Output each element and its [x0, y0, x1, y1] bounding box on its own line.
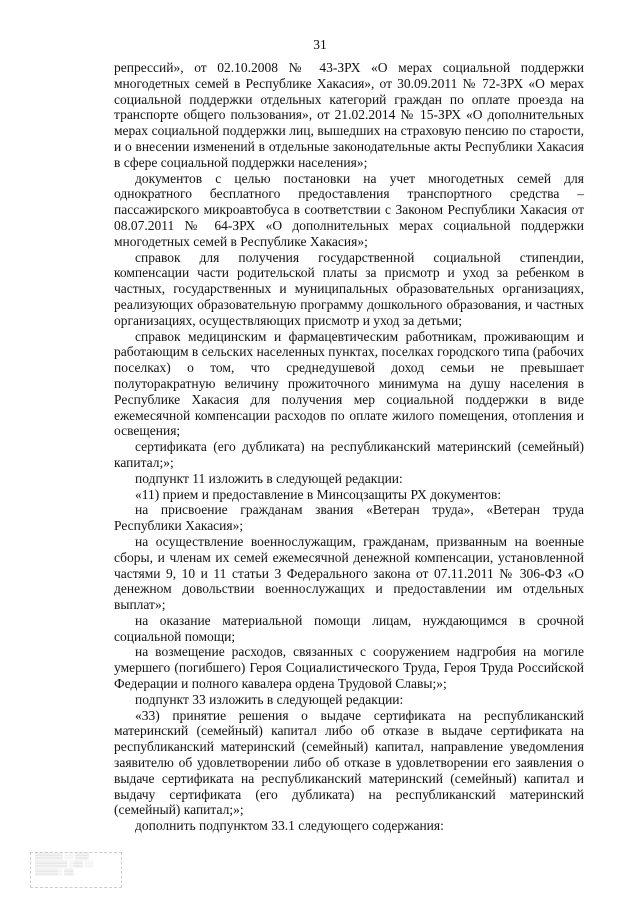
body-text [114, 60, 584, 834]
paragraph-medical-workers-certificates: справок медицинским и фармацевтическим работникам, проживающим и работающим в сельских населенных пунктах, поселках городского типа (рабочих поселках) о том, что среднедушевой доход семьи не превышает полуторакратную величину прожиточного минимума на душу населения в Республике Хакасия для получения мер социальной поддержки в виде ежемесячной компенсации расходов по оплате жилого помещения, отопления и освещения; [114, 328, 584, 439]
paragraph-military-compensation: на осуществление военнослужащим, гражданам, призванным на военные сборы, и членам их семей ежемесячной денежной компенсации, установленной частями 9, 10 и 11 статьи 3 Федерального закона от 07.11.2011 № 306-ФЗ «О денежном довольствии военнослужащих и предоставлении им отдельных выплат»; [114, 533, 584, 613]
faded-stamp [30, 852, 122, 888]
paragraph-tombstone-reimbursement: на возмещение расходов, связанных с сооружением надгробия на могиле умершего (погибшего) Героя Социалистического Труда, Героя Труда Российской Федерации и полного кавалера ордена Трудовой Славы;»; [114, 644, 584, 692]
page-number: 31 [313, 37, 327, 52]
paragraph-subpoint-11-intro: подпункт 11 изложить в следующей редакции: [135, 470, 403, 486]
paragraph-subpoint-33-1-intro: дополнить подпунктом 33.1 следующего содержания: [135, 818, 444, 834]
paragraph-law-references: репрессий», от 02.10.2008 № 43-ЗРХ «О мерах социальной поддержки многодетных семей в Республике Хакасия», от 30.09.2011 № 72-ЗРХ «О мерах социальной поддержки отдельных категорий граждан по оплате проезда на транспорте общего пользования», от 21.02.2014 № 15-ЗРХ «О дополнительных мерах социальной поддержки лиц, вышедших на страховую пенсию по старости, и о внесении изменений в отдельные законодательные акты Республики Хакасия в сфере социальной поддержки населения»; [114, 60, 584, 170]
paragraph-material-aid: на оказание материальной помощи лицам, нуждающимся в срочной социальной помощи; [114, 612, 584, 644]
paragraph-subpoint-11: «11) прием и предоставление в Минсоцзащиты РХ документов: [135, 486, 502, 502]
paragraph-maternity-capital-certificate: сертификата (его дубликата) на республиканский материнский (семейный) капитал;»; [114, 439, 584, 470]
stamp-line-3: ▒▒▒▒▒░ ▒▒ [35, 869, 74, 876]
paragraph-stipend-certificates: справок для получения государственной социальной стипендии, компенсации части родительской платы за присмотр и уход за ребенком в частных, государственных и муниципальных образовательных организациях, реализующих образовательную программу дошкольного образования, и частных организациях, осуществляющих присмотр и уход за детьми; [114, 249, 584, 328]
stamp-line-1: ▒▒▒▒▒▒ ░░ ▒▒▒ [35, 853, 89, 860]
stamp-line-2: ▒▒▒▒▒▒▒ ░▒▒ ░░ [35, 861, 94, 868]
paragraph-subpoint-33-intro: подпункт 33 изложить в следующей редакции: [135, 691, 404, 707]
paragraph-labor-veteran: на присвоение гражданам звания «Ветеран труда», «Ветеран труда Республики Хакасия»; [114, 502, 584, 534]
paragraph-subpoint-33: «33) принятие решения о выдаче сертификата на республиканский материнский (семейный) капитал либо об отказе в выдаче сертификата на республиканский материнский (семейный) капитал, направление уведомления заявителю об удовлетворении либо об отказе в удовлетворении его заявления о выдаче сертификата на республиканский материнский (семейный) капитал и выдачу сертификата (его дубликата) на республиканский материнский (семейный) капитал;»; [114, 707, 584, 818]
paragraph-large-families-registration: документов с целью постановки на учет многодетных семей для однократного бесплатного предоставления транспортного средства – пассажирского микроавтобуса в соответствии с Законом Республики Хакасия от 08.07.2011 № 64-ЗРХ «О дополнительных мерах социальной поддержки многодетных семей в Республике Хакасия»; [114, 170, 584, 249]
